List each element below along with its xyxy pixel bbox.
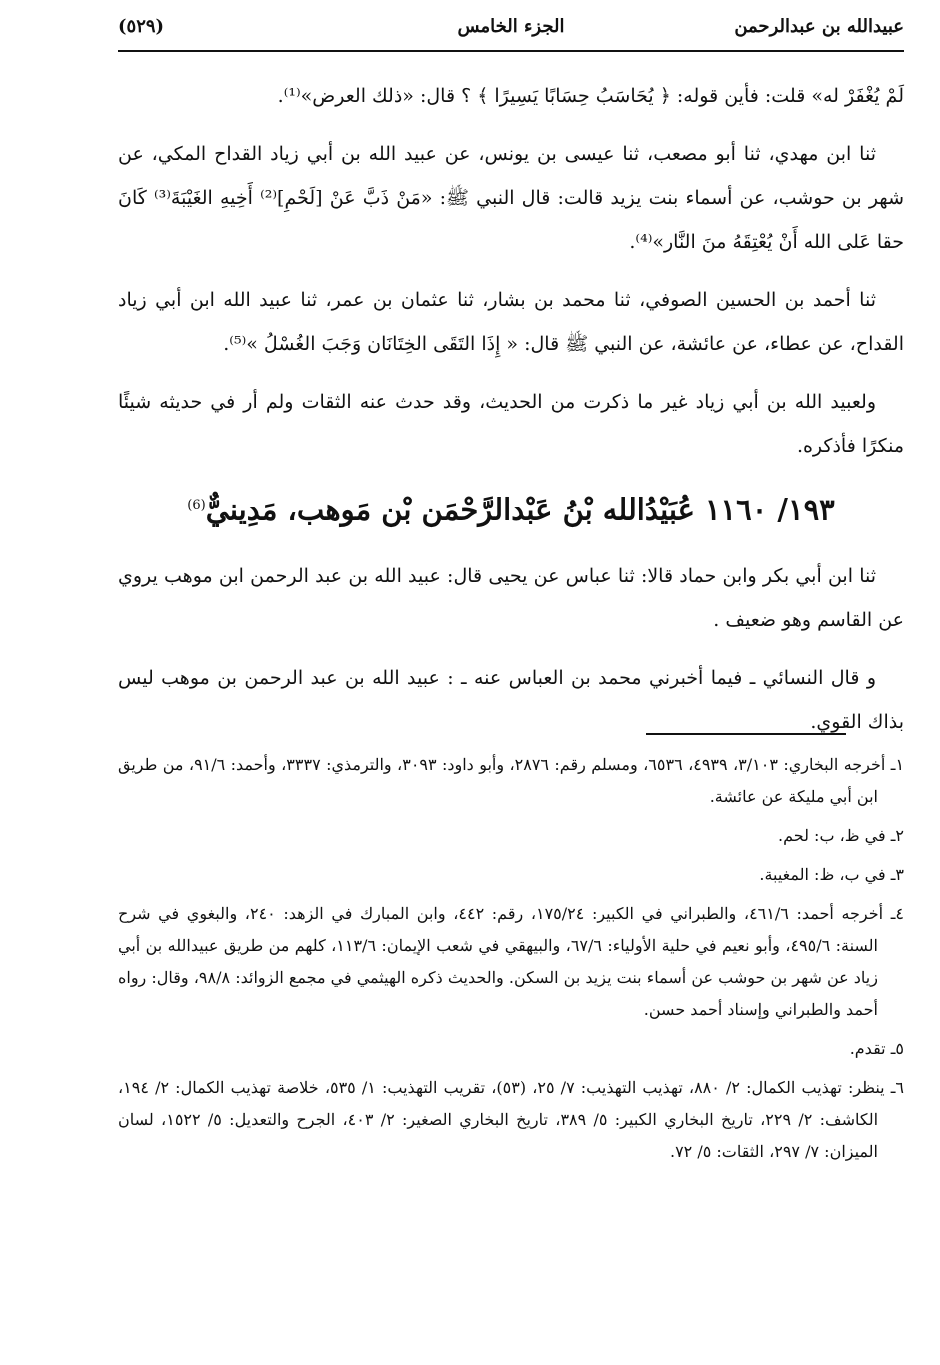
running-header: [118, 14, 904, 52]
footnote-4: ٤ـ أخرجه أحمد: ٤٦١/٦، والطبراني في الكبير: ١٧٥/٢٤، رقم: ٤٤٢، وابن المبارك في الزهد: ٢٤٠، والبغوي في شرح السنة: ٤٩٥/٦، وأبو نعيم في حلية الأولياء: ٦٧/٦، والبيهقي في شعب الإيمان: ١١٣/٦، كلهم من طريق عبيدالله بن أبي زياد عن شهر بن حوشب عن أسماء بنت يزيد بن السكن. والحديث ذكره الهيثمي في مجمع الزوائد: ٩٨/٨، وقال: رواه أحمد والطبراني وإسناد أحمد حسن.: [118, 904, 904, 1019]
header-author-title: عبيدالله بن عبدالرحمن: [734, 16, 904, 37]
paragraph-nasai-report: و قال النسائي ـ فيما أخبرني محمد بن العباس عنه ـ : عبيد الله بن عبد الرحمن بن موهب ليس بذاك القوي.: [118, 666, 904, 733]
footnote-separator: [646, 733, 846, 735]
main-text: [118, 74, 904, 758]
footnote-3: ٣ـ في ب، ظ: المغيبة.: [759, 865, 904, 884]
paragraph-hadith-asma: ثنا ابن مهدي، ثنا أبو مصعب، ثنا عيسى بن يونس، عن عبيد الله بن أبي زياد القداح المكي، عن شهر بن حوشب، عن أسماء بنت يزيد قالت: قال النبي ﷺ: «مَنْ ذَبَّ عَنْ [لَحْمِ]⁽²⁾ أَخِيهِ الغَيْبَةَ⁽³⁾ كَانَ حقا عَلى الله أَنْ يُعْتِقَهُ منَ النَّار»⁽⁴⁾.: [118, 143, 904, 253]
paragraph-continuation: لَمْ يُغْفَرْ له» قلت: فأين قوله: ﴿ يُحَاسَبُ حِسَابًا يَسِيرًا ﴾ ؟ قال: «ذلك العرض»⁽¹⁾.: [277, 85, 904, 107]
entry-heading-footnote-ref: (6): [187, 498, 206, 513]
footnotes: [118, 749, 904, 1175]
footnote-5: ٥ـ تقدم.: [849, 1039, 904, 1058]
paragraph-hadith-aisha: ثنا أحمد بن الحسين الصوفي، ثنا محمد بن بشار، ثنا عثمان بن عمر، ثنا عبيد الله ابن أبي زياد القداح، عن عطاء، عن عائشة، عن النبي ﷺ قال: « إِذَا التَقَى الخِتَانَان وَجَبَ الغُسْلُ »⁽⁵⁾.: [118, 289, 904, 355]
paragraph-closing-remark: ولعبيد الله بن أبي زياد غير ما ذكرت من الحديث، وقد حدث عنه الثقات ولم أر في حديثه شيئًا منكرًا فأذكره.: [118, 391, 904, 457]
header-page-number: (٥٢٩): [118, 16, 165, 37]
footnote-1: ١ـ أخرجه البخاري: ٣/١٠٣، ٤٩٣٩، ٦٥٣٦، ومسلم رقم: ٢٨٧٦، وأبو داود: ٣٠٩٣، والترمذي: ٣٣٣٧، وأحمد: ٩١/٦، من طريق ابن أبي مليكة عن عائشة.: [118, 755, 905, 806]
header-volume-label: الجزء الخامس: [457, 16, 565, 37]
paragraph-yahya-report: ثنا ابن أبي بكر وابن حماد قالا: ثنا عباس عن يحيى قال: عبيد الله بن عبد الرحمن ابن موهب يروي عن القاسم وهو ضعيف .: [118, 564, 904, 631]
entry-heading: [118, 482, 904, 534]
footnote-6: ٦ـ ينظر: تهذيب الكمال: ٢/ ٨٨٠، تهذيب التهذيب: ٧/ ٢٥، (٥٣)، تقريب التهذيب: ١/ ٥٣٥، خلاصة تهذيب الكمال: ٢/ ١٩٤، الكاشف: ٢/ ٢٢٩، تاريخ البخاري الكبير: ٥/ ٣٨٩، تاريخ البخاري الصغير: ٢/ ٤٠٣، الجرح والتعديل: ٥/ ١٥٢٢، لسان الميزان: ٧/ ٢٩٧، الثقات: ٥/ ٧٢.: [118, 1078, 905, 1161]
entry-heading-text: ١٩٣/ ١١٦٠ عُبَيْدُالله بْنُ عَبْدالرَّحْمَن بْن مَوهب، مَدِينيٌّ: [205, 492, 835, 527]
footnote-2: ٢ـ في ظ، ب: لحم.: [778, 826, 904, 845]
